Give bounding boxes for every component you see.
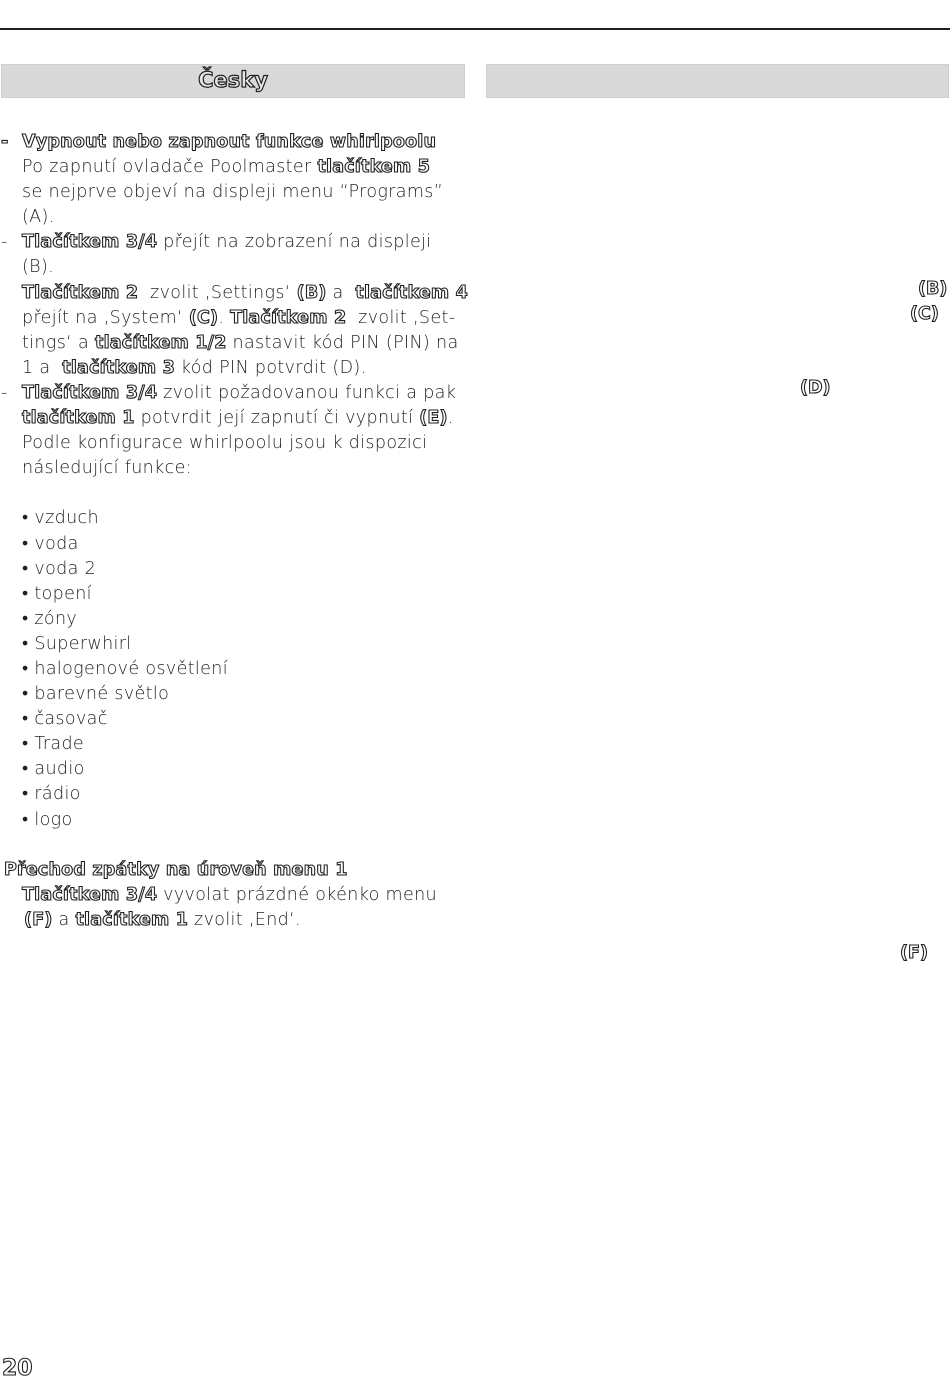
text-line [0,130,470,155]
button-ref: Tlačítkem 3/4 [22,232,158,253]
function-list-item: • zóny [0,607,470,632]
subheading: Přechod zpátky na úroveň menu 1 [4,859,348,880]
text-span: a [52,909,76,930]
function-list-item: • halogenové osvětlení [0,657,470,682]
function-list-item: • Superwhirl [0,632,470,657]
function-list-item: • Trade [0,732,470,757]
text-line: následující funkce: [22,458,192,479]
text-line [0,356,470,381]
text-line: (A). [22,207,55,228]
instruction-text [0,130,470,933]
page-number: 20 [2,1356,33,1381]
button-ref: tlačítkem 5 [317,157,431,178]
list-dash: - [1,232,8,253]
text-span: . [447,408,454,429]
function-list-item: • vzduch [0,506,470,531]
text-line: Podle konfigurace whirlpoolu jsou k dispozici [22,433,428,454]
text-line [0,306,470,331]
text-line [0,381,470,406]
section-title: Česky [198,68,268,92]
button-ref: tlačítkem 1 [75,909,189,930]
text-line [0,331,470,356]
list-dash: - [1,382,8,403]
text-span: a [326,282,356,303]
function-list-item: • časovač [0,707,470,732]
button-ref: Tlačítkem 3/4 [22,382,158,403]
section-header-bar-right [486,64,949,98]
function-list-item: • voda [0,532,470,557]
figure-ref: (F) [24,909,53,930]
text-line: (B). [22,257,55,278]
list-dash: - [1,132,9,152]
text-line [0,230,470,255]
figure-label-c: (C) [910,304,939,324]
text-span: Po zapnutí ovladače Poolmaster [22,157,318,178]
text-span: tings‘ a [22,332,95,353]
text-span: zvolit požadovanou funkci a pak [157,382,457,403]
text-span: . [218,307,231,328]
button-ref: Tlačítkem 2 [22,282,139,303]
function-list-item: • voda 2 [0,557,470,582]
figure-label-d: (D) [800,378,831,398]
text-span: zvolit ‚End‘. [188,909,301,930]
button-ref: tlačítkem 1 [22,408,135,429]
text-span: potvrdit její zapnutí či vypnutí [134,408,420,429]
button-ref: Tlačítkem 3/4 [22,884,158,905]
function-list-item: • audio [0,757,470,782]
text-line [0,155,470,180]
text-span: 1 a [22,357,63,378]
text-span: zvolit ‚Set- [346,307,456,328]
instruction-heading: Vypnout nebo zapnout funkce whirlpoolu [22,132,437,152]
spacer [0,833,470,858]
text-span: kód PIN potvrdit (D). [174,357,367,378]
figure-ref: (B) [296,282,327,303]
figure-label-f: (F) [900,943,928,963]
text-line [0,406,470,431]
text-span: vyvolat prázdné okénko menu [157,884,437,905]
text-line [0,883,470,908]
button-ref: tlačítkem 1/2 [95,332,227,353]
text-span: nastavit kód PIN (PIN) na [226,332,459,353]
section-header-bar [1,64,465,98]
text-span: zvolit ‚Settings‘ [138,282,297,303]
figure-ref: (E) [419,408,448,429]
figure-label-b: (B) [918,279,948,299]
spacer [0,481,470,506]
text-line: se nejprve objeví na displeji menu “Programs” [22,182,444,203]
text-span: přejít na ‚System‘ [22,307,189,328]
figure-ref: (C) [188,307,219,328]
top-rule [0,28,950,30]
function-list-item: • rádio [0,782,470,807]
button-ref: tlačítkem 3 [62,357,175,378]
text-span: přejít na zobrazení na displeji [157,232,432,253]
text-line [0,281,470,306]
function-list-item: • logo [0,808,470,833]
text-line [0,908,470,933]
button-ref: Tlačítkem 2 [230,307,347,328]
function-list-item: • barevné světlo [0,682,470,707]
button-ref: tlačítkem 4 [355,282,469,303]
function-list-item: • topení [0,582,470,607]
